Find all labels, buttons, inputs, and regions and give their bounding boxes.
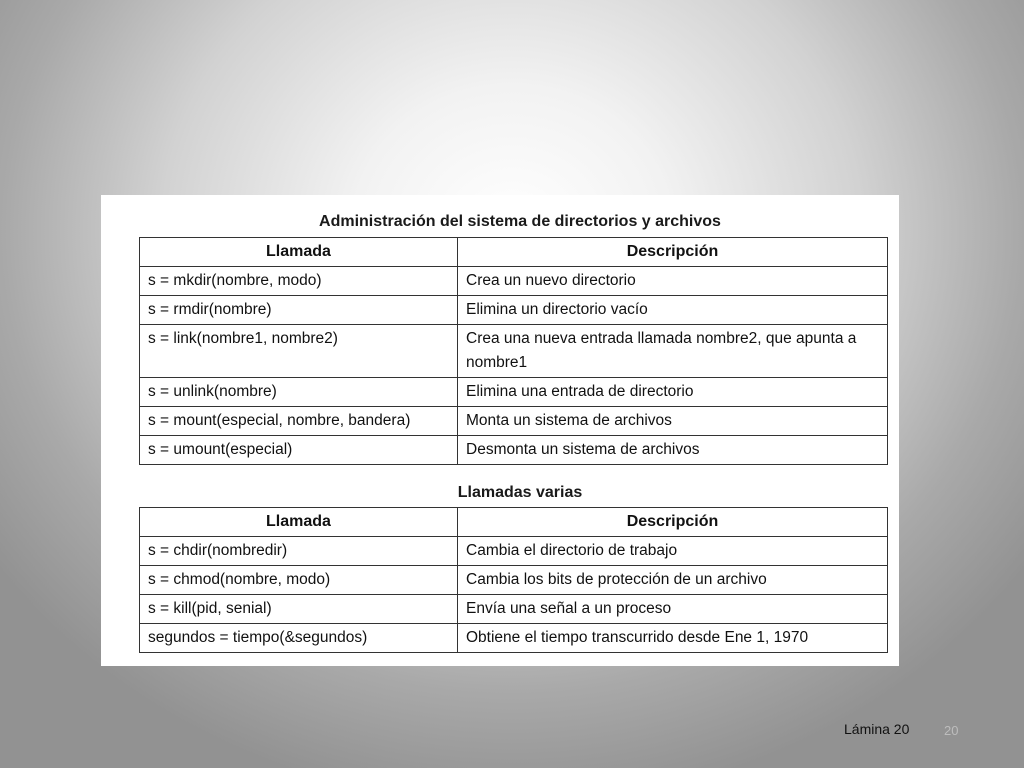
table-header-row [140,238,888,267]
call-cell: s = unlink(nombre) [140,378,458,407]
table-row [140,325,888,378]
table-row [140,566,888,595]
table-row [140,267,888,296]
call-cell: s = mount(especial, nombre, bandera) [140,407,458,436]
description-cell: Crea una nueva entrada llamada nombre2, que apunta a nombre1 [458,325,888,378]
description-cell: Monta un sistema de archivos [458,407,888,436]
table1-title: Administración del sistema de directorios y archivos [319,213,721,230]
slide-page-number: 20 [944,723,959,738]
call-cell: s = kill(pid, senial) [140,595,458,624]
misc-calls-table [139,507,888,653]
description-cell: Envía una señal a un proceso [458,595,888,624]
call-cell: s = mkdir(nombre, modo) [140,267,458,296]
description-cell: Desmonta un sistema de archivos [458,436,888,465]
table-row [140,407,888,436]
call-cell: s = chmod(nombre, modo) [140,566,458,595]
slide-image [101,195,899,666]
table-row [140,624,888,653]
table-row [140,537,888,566]
description-cell: Cambia el directorio de trabajo [458,537,888,566]
file-system-calls-table [139,237,888,465]
table-header-row [140,508,888,537]
description-cell: Elimina un directorio vacío [458,296,888,325]
call-cell: s = rmdir(nombre) [140,296,458,325]
header-description: Descripción [458,238,888,267]
table-row [140,436,888,465]
table-row [140,296,888,325]
header-description: Descripción [458,508,888,537]
call-cell: s = link(nombre1, nombre2) [140,325,458,378]
call-cell: s = chdir(nombredir) [140,537,458,566]
description-cell: Obtiene el tiempo transcurrido desde Ene 1, 1970 [458,624,888,653]
description-cell: Crea un nuevo directorio [458,267,888,296]
call-cell: s = umount(especial) [140,436,458,465]
table-row [140,378,888,407]
description-cell: Cambia los bits de protección de un archivo [458,566,888,595]
description-cell: Elimina una entrada de directorio [458,378,888,407]
table2-title: Llamadas varias [457,484,583,501]
table-row [140,595,888,624]
slide-footer-label: Lámina 20 [844,721,910,737]
header-call: Llamada [140,238,458,267]
call-cell: segundos = tiempo(&segundos) [140,624,458,653]
header-call: Llamada [140,508,458,537]
